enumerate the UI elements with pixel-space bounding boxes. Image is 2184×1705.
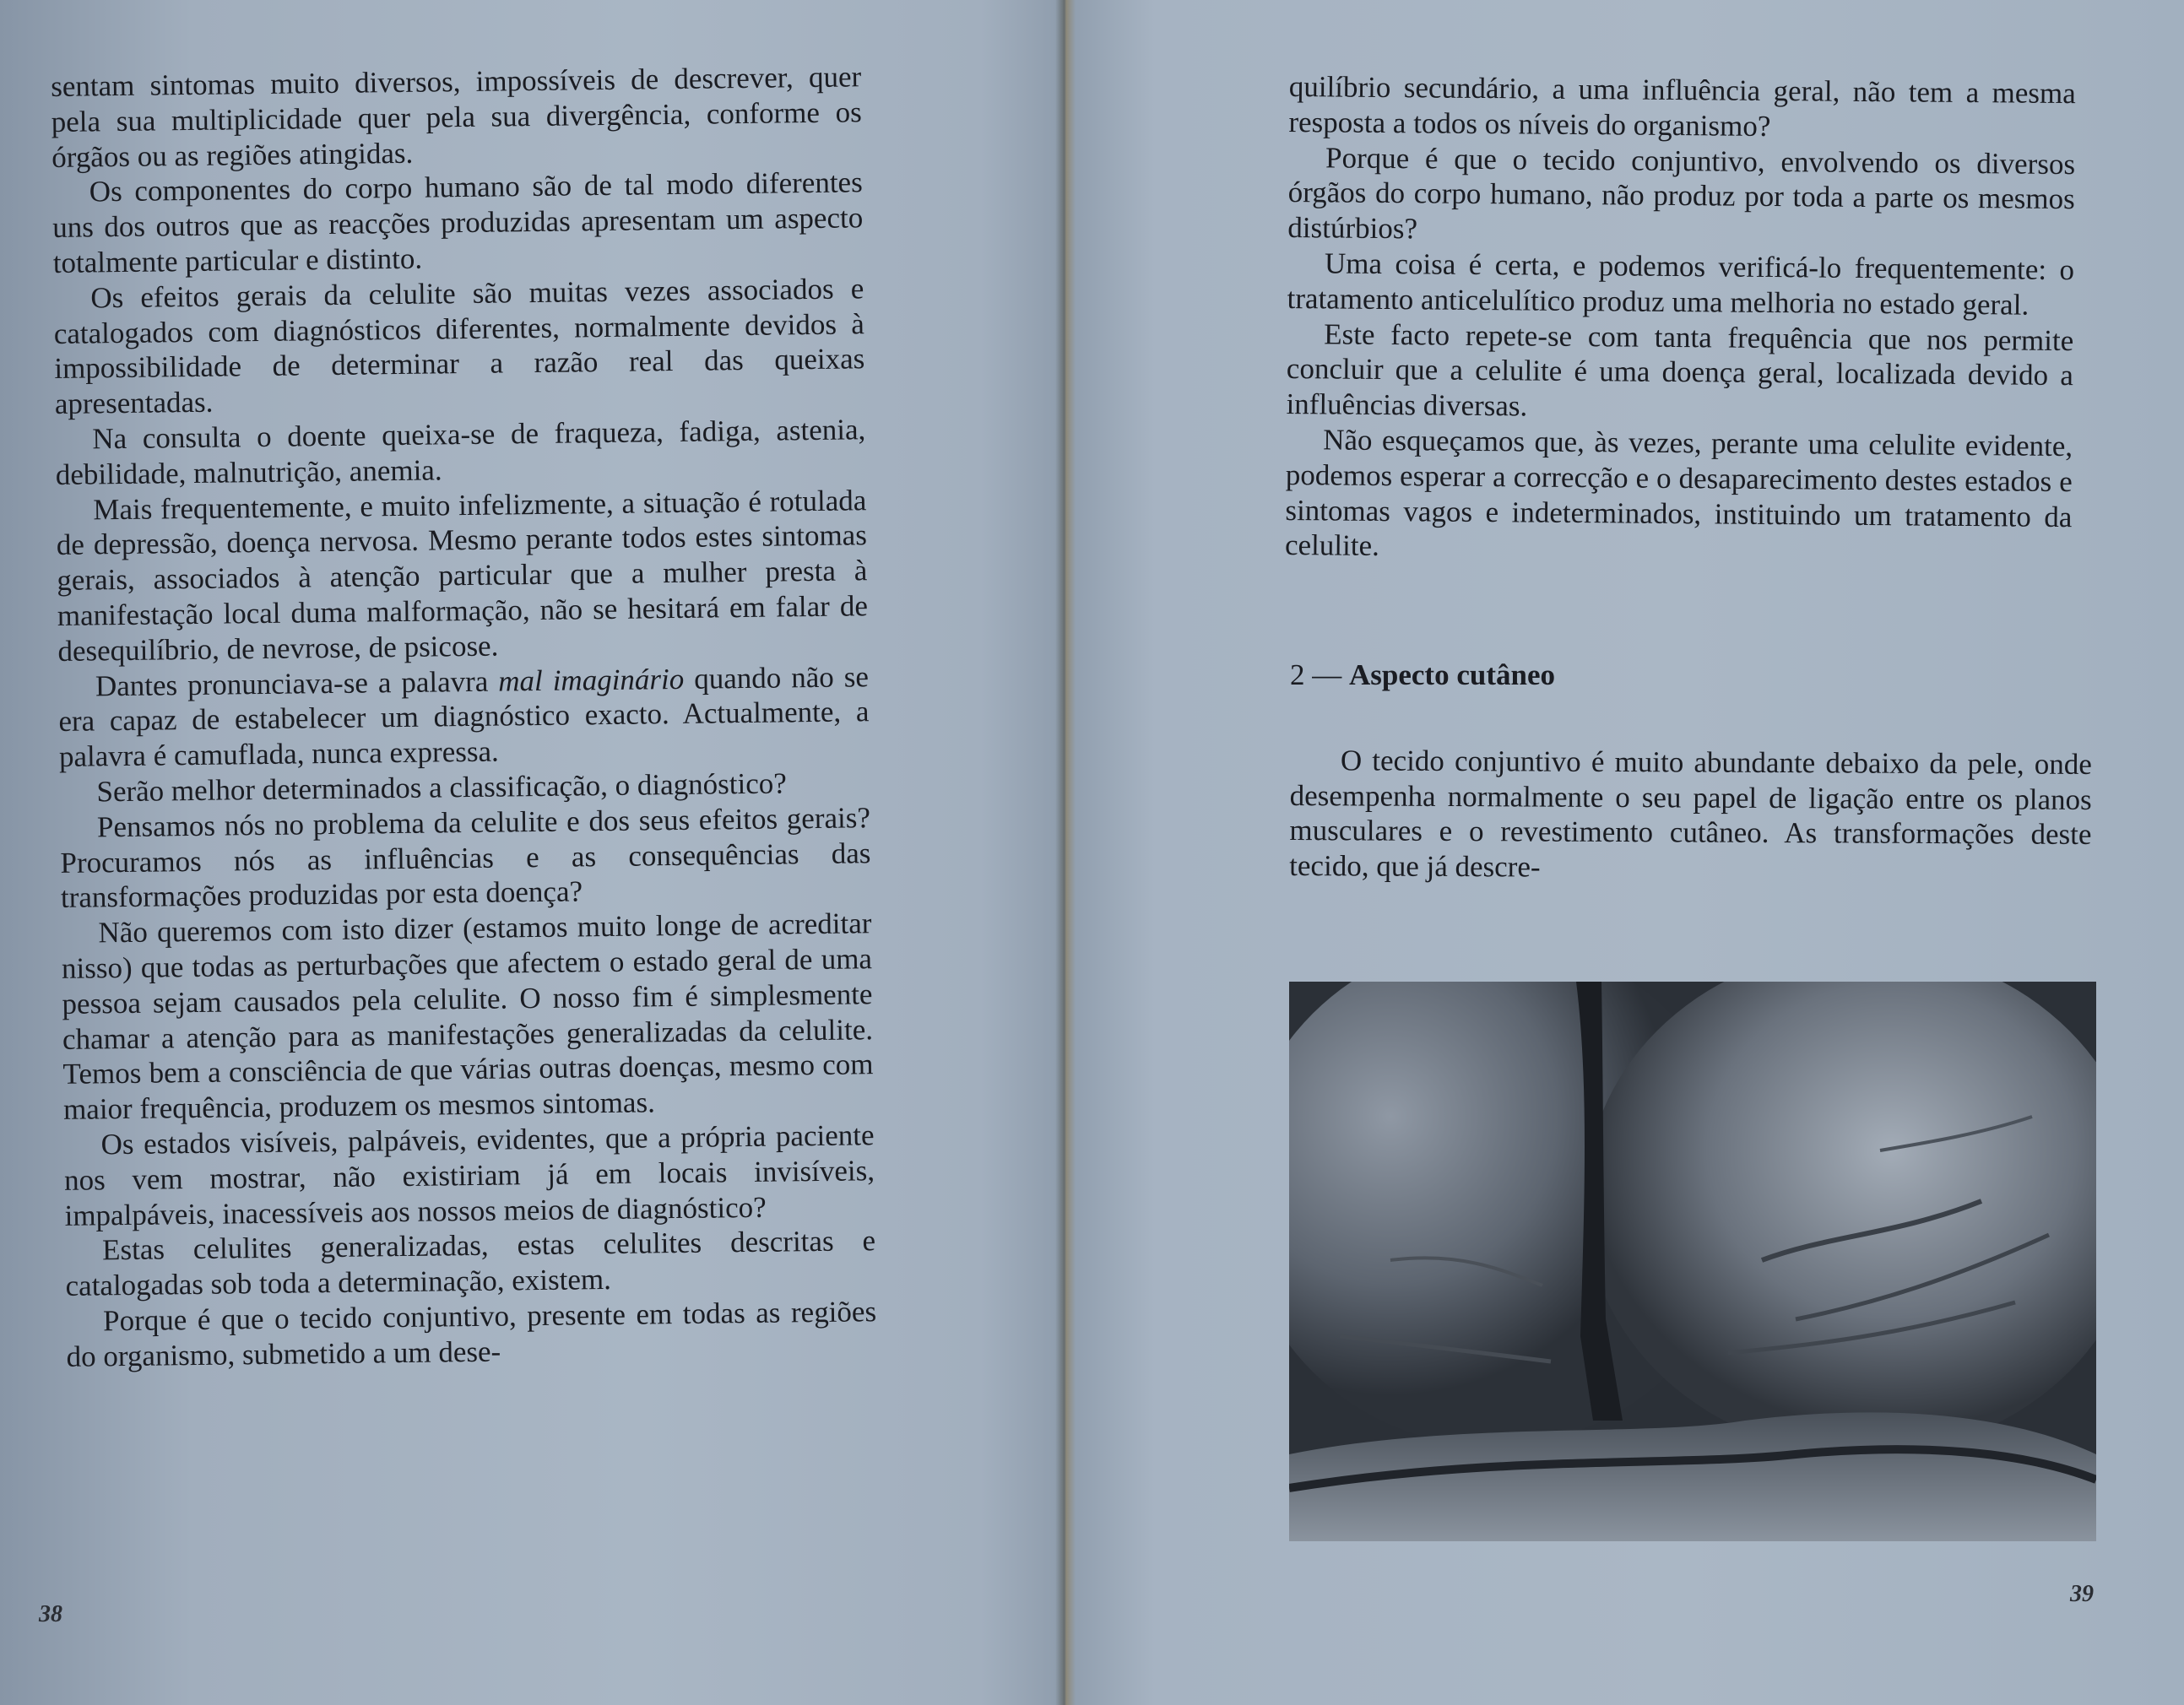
paragraph: Na consulta o doente queixa-se de fraqueza, fadiga, astenia, debilidade, malnutrição, anemia.	[55, 413, 866, 491]
paragraph-text: Dantes pronunciava-se a palavra	[95, 664, 499, 702]
section-title: Aspecto cutâneo	[1349, 658, 1555, 691]
section-text	[1289, 743, 2092, 887]
paragraph: Porque é que o tecido conjuntivo, envolvendo os diversos órgãos do corpo humano, não produz por toda a parte os mesmos distúrbios?	[1287, 140, 2076, 246]
paragraph: Não queremos com isto dizer (estamos muito longe de acreditar nisso) que todas as perturbações que afectem o estado geral de uma pessoa sejam causados pela celulite. O nosso fim é simplesmente chamar a atenção para as manifestações generalizadas da celulite. Temos bem a consciência de que várias outras doenças, mesmo com maior frequência, produzem os mesmos sintomas.	[61, 907, 874, 1127]
paragraph: Os componentes do corpo humano são de tal modo diferentes uns dos outros que as reacções produzidas apresentam um aspecto totalmente particular e distinto.	[52, 165, 864, 279]
cellulite-photo	[1289, 982, 2096, 1541]
left-page-text	[51, 59, 877, 1374]
photo-image	[1289, 982, 2096, 1541]
section-heading	[1290, 658, 1555, 692]
paragraph: Porque é que o tecido conjuntivo, presente em todas as regiões do organismo, submetido a um dese-	[66, 1295, 877, 1373]
right-page-text	[1285, 69, 2076, 570]
paragraph: sentam sintomas muito diversos, impossíveis de descrever, quer pela sua multiplicidade quer pela sua divergência, conforme os órgãos ou as regiões atingidas.	[51, 60, 862, 174]
paragraph: O tecido conjuntivo é muito abundante debaixo da pele, onde desempenha normalmente o seu papel de ligação entre os planos musculares e o revestimento cutâneo. As transformações deste tecido, que já descre-	[1289, 744, 2092, 884]
page-number-left: 38	[39, 1601, 62, 1627]
paragraph: Serão melhor determinados a classificação, o diagnóstico?	[96, 766, 787, 809]
section-number: 2 —	[1290, 658, 1342, 691]
paragraph-text: quando não se era capaz de estabelecer um diagnóstico exacto. Actualmente, a palavra é camuflada, nunca expressa.	[58, 659, 870, 774]
page-number-right: 39	[2070, 1581, 2094, 1607]
paragraph: Pensamos nós no problema da celulite e dos seus efeitos gerais? Procuramos nós as influências e as consequências das transformações produzidas por esta doença?	[60, 800, 871, 915]
paragraph: Os estados visíveis, palpáveis, evidentes, que a própria paciente nos vem mostrar, não existiriam já em locais invisíveis, impalpáveis, inacessíveis aos nossos meios de diagnóstico?	[63, 1118, 875, 1232]
paragraph: Este facto repete-se com tanta frequência que nos permite concluir que a celulite é uma doença geral, localizada devido a influências diversas.	[1286, 317, 2074, 423]
italic-term: mal imaginário	[497, 662, 685, 698]
paragraph	[58, 659, 870, 775]
paragraph: Não esqueçamos que, às vezes, perante uma celulite evidente, podemos esperar a correcção e o desaparecimento destes estados e sintomas vagos e indeterminados, instituindo um tratamento da celulite.	[1284, 423, 2073, 563]
paragraph: Estas celulites generalizadas, estas celulites descritas e catalogadas sob toda a determinação, existem.	[65, 1224, 876, 1302]
paragraph: Mais frequentemente, e muito infelizmente, a situação é rotulada de depressão, doença nervosa. Mesmo perante todos estes sintomas gerais, associados à atenção particular que a mulher presta à manifestação local duma malformação, não se hesitará em falar de desequilíbrio, de nevrose, de psicose.	[56, 483, 869, 668]
paragraph: Uma coisa é certa, e podemos verificá-lo frequentemente: o tratamento anticelulítico produz uma melhoria no estado geral.	[1287, 246, 2075, 322]
book-gutter	[1055, 0, 1076, 1705]
paragraph: Os efeitos gerais da celulite são muitas vezes associados e catalogados com diagnósticos diferentes, normalmente devidos à impossibilidade de determinar a razão real das queixas apresentadas.	[53, 272, 865, 421]
paragraph: quilíbrio secundário, a uma influência geral, não tem a mesma resposta a todos os níveis do organismo?	[1288, 69, 2076, 143]
